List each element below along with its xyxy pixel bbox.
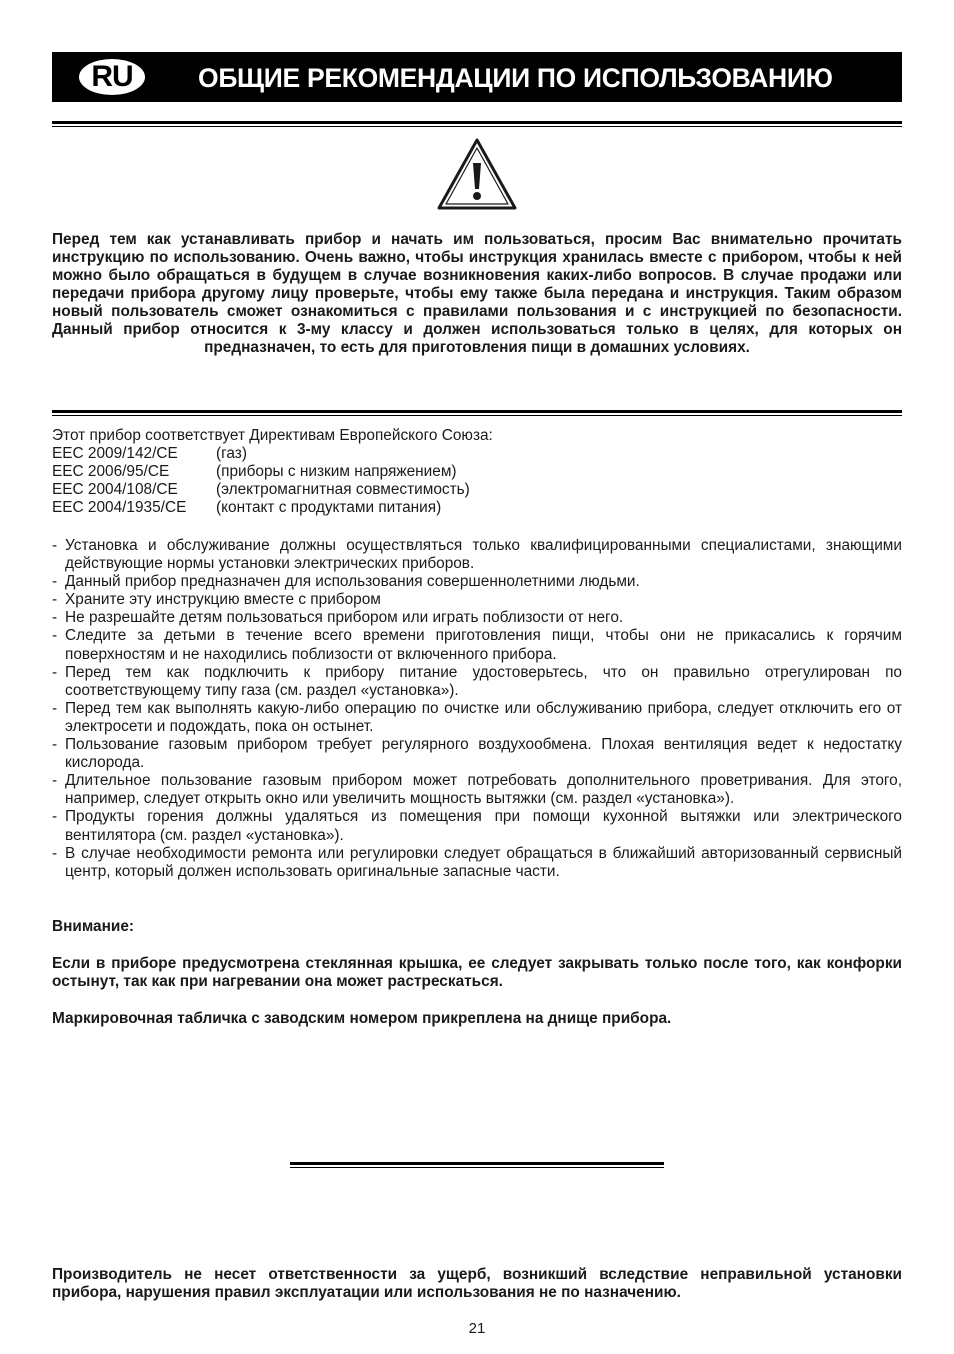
- directive-desc: (газ): [216, 445, 247, 462]
- list-item: - Храните эту инструкцию вместе с прибором: [52, 591, 902, 609]
- directive-code: EEC 2004/1935/CE: [52, 499, 187, 516]
- glass-lid-note: Если в приборе предусмотрена стеклянная крышка, ее следует закрывать только после того, как конфорки остынут, так как при нагревании она может растрескаться.: [52, 955, 902, 990]
- list-item: - Не разрешайте детям пользоваться прибором или играть поблизости от него.: [52, 609, 902, 627]
- directive-code: EEC 2006/95/CE: [52, 463, 170, 480]
- directive-row: [52, 445, 902, 463]
- intro-paragraph: Перед тем как устанавливать прибор и начать им пользоваться, просим Вас внимательно прочитать инструкцию по использованию. Очень важно, чтобы инструкция хранилась вместе с прибором, чтобы к ней можно было обращаться в будущем в случае возникновения каких-либо вопросов. В случае продажи или передачи прибора другому лицу проверьте, чтобы ему также была передана и инструкция. Таким образом новый пользователь сможет ознакомиться с правилами пользования и с инструкцией по безопасности. Данный прибор относится к 3-му классу и должен использоваться только в целях, для которых он предназначен, то есть для приготовления пищи в домашних условиях.: [52, 231, 902, 356]
- page-title: ОБЩИЕ РЕКОМЕНДАЦИИ ПО ИСПОЛЬЗОВАНИЮ: [198, 63, 833, 93]
- directive-row: [52, 463, 902, 481]
- directive-code: EEC 2009/142/CE: [52, 445, 178, 462]
- bottom-divider: [290, 1162, 664, 1168]
- directive-desc: (контакт с продуктами питания): [216, 499, 442, 516]
- rating-plate-note: Маркировочная табличка с заводским номером прикреплена на днище прибора.: [52, 1010, 672, 1027]
- list-item: - Пользование газовым прибором требует регулярного воздухообмена. Плохая вентиляция ведет к недостатку кислорода.: [52, 736, 902, 772]
- list-item: - В случае необходимости ремонта или регулировки следует обращаться в ближайший авторизованный сервисный центр, который должен использовать оригинальные запасные части.: [52, 845, 902, 881]
- directive-desc: (приборы с низким напряжением): [216, 463, 457, 480]
- list-item: - Следите за детьми в течение всего времени приготовления пищи, чтобы они не прикасались к горячим поверхностям и не находились поблизости от включенного прибора.: [52, 627, 902, 663]
- page-number: 21: [468, 1320, 486, 1337]
- warning-icon: [436, 137, 518, 211]
- directive-row: [52, 499, 902, 517]
- language-badge: RU: [79, 59, 145, 95]
- eu-directives: [52, 427, 902, 517]
- list-item: - Длительное пользование газовым прибором может потребовать дополнительного проветривания. Для этого, например, следует открыть окно или увеличить мощность вытяжки (см. раздел «установка»).: [52, 772, 902, 808]
- section-divider: [52, 410, 902, 416]
- list-item: - Перед тем как выполнять какую-либо операцию по очистке или обслуживанию прибора, следует отключить его от электросети и подождать, пока он остынет.: [52, 700, 902, 736]
- directive-row: [52, 481, 902, 499]
- list-item: - Перед тем как подключить к прибору питание удостоверьтесь, что он правильно отрегулирован по соответствующему типу газа (см. раздел «установка»).: [52, 664, 902, 700]
- header-bar: [52, 52, 902, 102]
- top-divider: [52, 121, 902, 127]
- directive-desc: (электромагнитная совместимость): [216, 481, 470, 498]
- list-item: - Данный прибор предназначен для использования совершеннолетними людьми.: [52, 573, 902, 591]
- directive-code: EEC 2004/108/CE: [52, 481, 178, 498]
- safety-rules-list: [52, 537, 902, 881]
- list-item: - Продукты горения должны удаляться из помещения при помощи кухонной вытяжки или электрического вентилятора (см. раздел «установка»).: [52, 808, 902, 844]
- list-item: - Установка и обслуживание должны осуществляться только квалифицированными специалистами, знающими действующие нормы установки электрических приборов.: [52, 537, 902, 573]
- directives-heading: Этот прибор соответствует Директивам Европейского Союза:: [52, 427, 493, 444]
- attention-label: Внимание:: [52, 918, 135, 935]
- disclaimer: Производитель не несет ответственности за ущерб, возникший вследствие неправильной установки прибора, нарушения правил эксплуатации или использования не по назначению.: [52, 1266, 902, 1301]
